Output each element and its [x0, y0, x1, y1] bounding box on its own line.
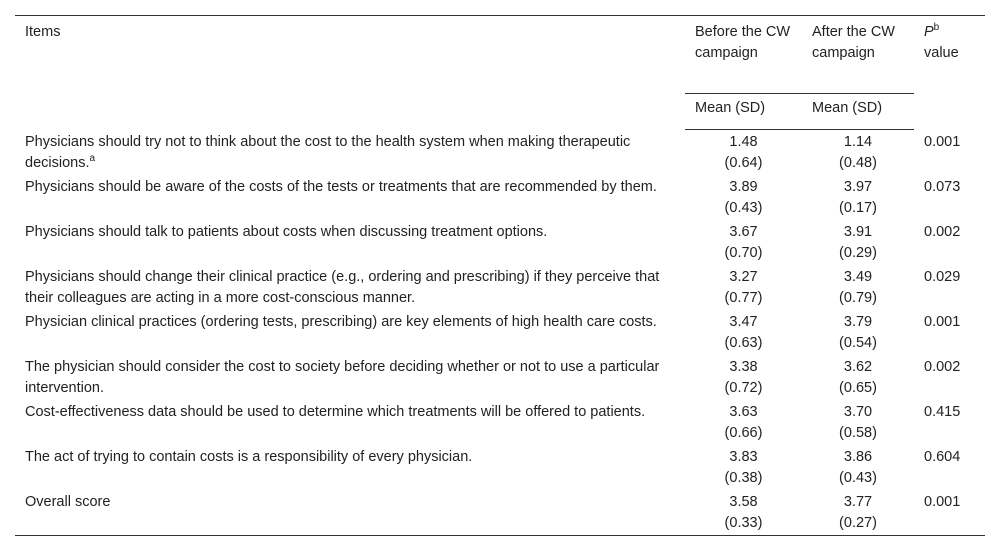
item-cell: Physicians should change their clinical practice (e.g., ordering and prescribing) if they perceive that their colleagues are acting in a more cost-conscious manner.: [25, 269, 660, 306]
after-cell: 3.62 (0.65): [839, 359, 877, 396]
before-cell: 3.83 (0.38): [724, 449, 763, 486]
p-cell: 0.002: [924, 224, 961, 240]
p-letter: P: [924, 24, 934, 40]
after-cell: 3.86 (0.43): [839, 449, 877, 486]
table-row: [15, 445, 985, 490]
p-cell: 0.029: [924, 269, 961, 285]
before-cell: 3.67 (0.70): [724, 224, 763, 261]
p-cell: 0.604: [924, 449, 961, 465]
p-cell: 0.415: [924, 404, 961, 420]
table-row: [15, 355, 985, 400]
after-cell: 3.91 (0.29): [839, 224, 877, 261]
p-rest: value: [924, 45, 959, 61]
header-before: Before the CW campaign: [695, 24, 791, 61]
item-cell: The act of trying to contain costs is a responsibility of every physician.: [25, 449, 473, 465]
p-cell: 0.073: [924, 179, 961, 195]
header-row: [15, 16, 985, 94]
p-cell: 0.002: [924, 359, 961, 375]
before-cell: 3.27 (0.77): [724, 269, 763, 306]
before-cell: 3.58 (0.33): [685, 490, 802, 536]
item-cell: Overall score: [15, 490, 685, 536]
p-cell: 0.001: [914, 490, 985, 536]
header-after: After the CW campaign: [812, 24, 895, 61]
table-row: [15, 130, 985, 176]
before-cell: 3.89 (0.43): [724, 179, 763, 216]
before-cell: 3.47 (0.63): [724, 314, 763, 351]
before-cell: 3.63 (0.66): [724, 404, 763, 441]
after-cell: 3.77 (0.27): [802, 490, 914, 536]
item-cell: Cost-effectiveness data should be used to determine which treatments will be offered to patients.: [25, 404, 646, 420]
p-footnote-marker: b: [933, 22, 940, 34]
item-cell: Physicians should try not to think about the cost to the health system when making therapeutic decisions.$^a$: [25, 133, 631, 171]
table-row: [15, 400, 985, 445]
table-row: [15, 310, 985, 355]
before-cell: 1.48 (0.64): [724, 134, 763, 171]
table-row-overall: [15, 490, 985, 536]
after-cell: 1.14 (0.48): [839, 134, 877, 171]
after-cell: 3.49 (0.79): [839, 269, 877, 306]
table-row: [15, 175, 985, 220]
item-footnote-marker: a: [89, 152, 96, 164]
item-cell: Physicians should be aware of the costs of the tests or treatments that are recommended by them.: [25, 179, 657, 195]
p-cell: 0.001: [924, 314, 961, 330]
results-table: [15, 15, 985, 536]
after-cell: 3.79 (0.54): [839, 314, 877, 351]
table-row: [15, 265, 985, 310]
after-cell: 3.70 (0.58): [839, 404, 877, 441]
subheader-before: Mean (SD): [685, 94, 802, 130]
subheader-after: Mean (SD): [802, 94, 914, 130]
table-row: [15, 220, 985, 265]
table-body: [15, 130, 985, 536]
header-p-value: [914, 16, 985, 130]
item-cell: Physician clinical practices (ordering tests, prescribing) are key elements of high health care costs.: [25, 314, 657, 330]
header-items: Items: [25, 24, 61, 40]
after-cell: 3.97 (0.17): [839, 179, 877, 216]
item-cell: Physicians should talk to patients about costs when discussing treatment options.: [25, 224, 548, 240]
before-cell: 3.38 (0.72): [724, 359, 763, 396]
p-cell: 0.001: [924, 133, 961, 150]
item-cell: The physician should consider the cost to society before deciding whether or not to use a particular intervention.: [25, 359, 660, 396]
